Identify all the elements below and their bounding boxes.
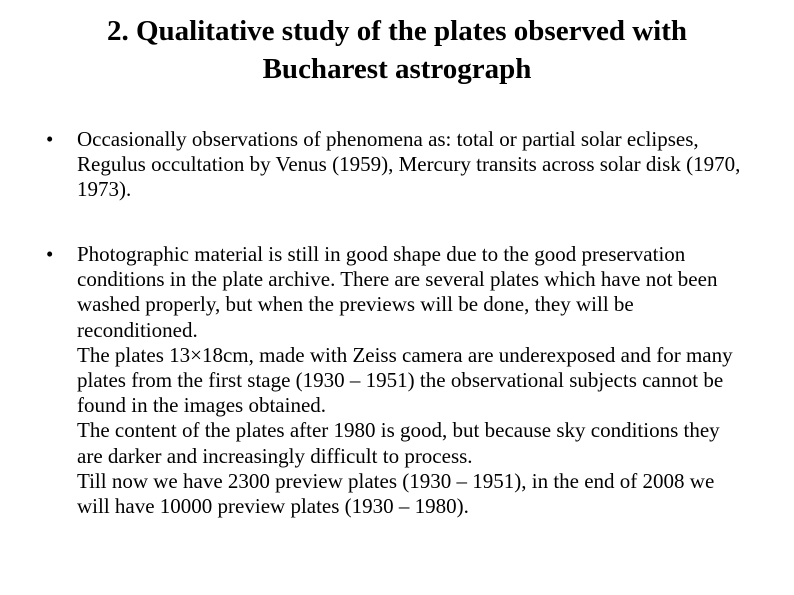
bullet-paragraph: The plates 13×18cm, made with Zeiss camera are underexposed and for many plates from the first stage (1930 – 1951) the observational subjects cannot be found in the images obtained. — [77, 342, 733, 418]
slide-title-line-2: Bucharest astrograph — [262, 53, 532, 85]
bullet-paragraph: Occasionally observations of phenomena as: total or partial solar eclipses, Regulus occultation by Venus (1959), Mercury transits across solar disk (1970, 1973). — [77, 127, 741, 202]
bullet-paragraph: The content of the plates after 1980 is good, but because sky conditions they are darker and increasingly difficult to process. — [77, 418, 720, 468]
bullet-marker: • — [46, 242, 54, 266]
bullet-item-2 — [46, 242, 746, 519]
bullet-body — [77, 242, 746, 519]
bullet-paragraph: Till now we have 2300 preview plates (1930 – 1951), in the end of 2008 we will have 10000 preview plates (1930 – 1980). — [77, 468, 715, 519]
bullet-marker: • — [46, 127, 54, 151]
bullet-body — [77, 127, 746, 203]
slide-title-line-1: 2. Qualitative study of the plates observed with — [107, 15, 687, 47]
bullet-item-1 — [46, 127, 746, 203]
bullet-paragraph: Photographic material is still in good shape due to the good preservation conditions in the plate archive. There are several plates which have not been washed properly, but when the previews will be done, they will be reconditioned. — [77, 242, 718, 342]
slide-title — [0, 12, 794, 88]
